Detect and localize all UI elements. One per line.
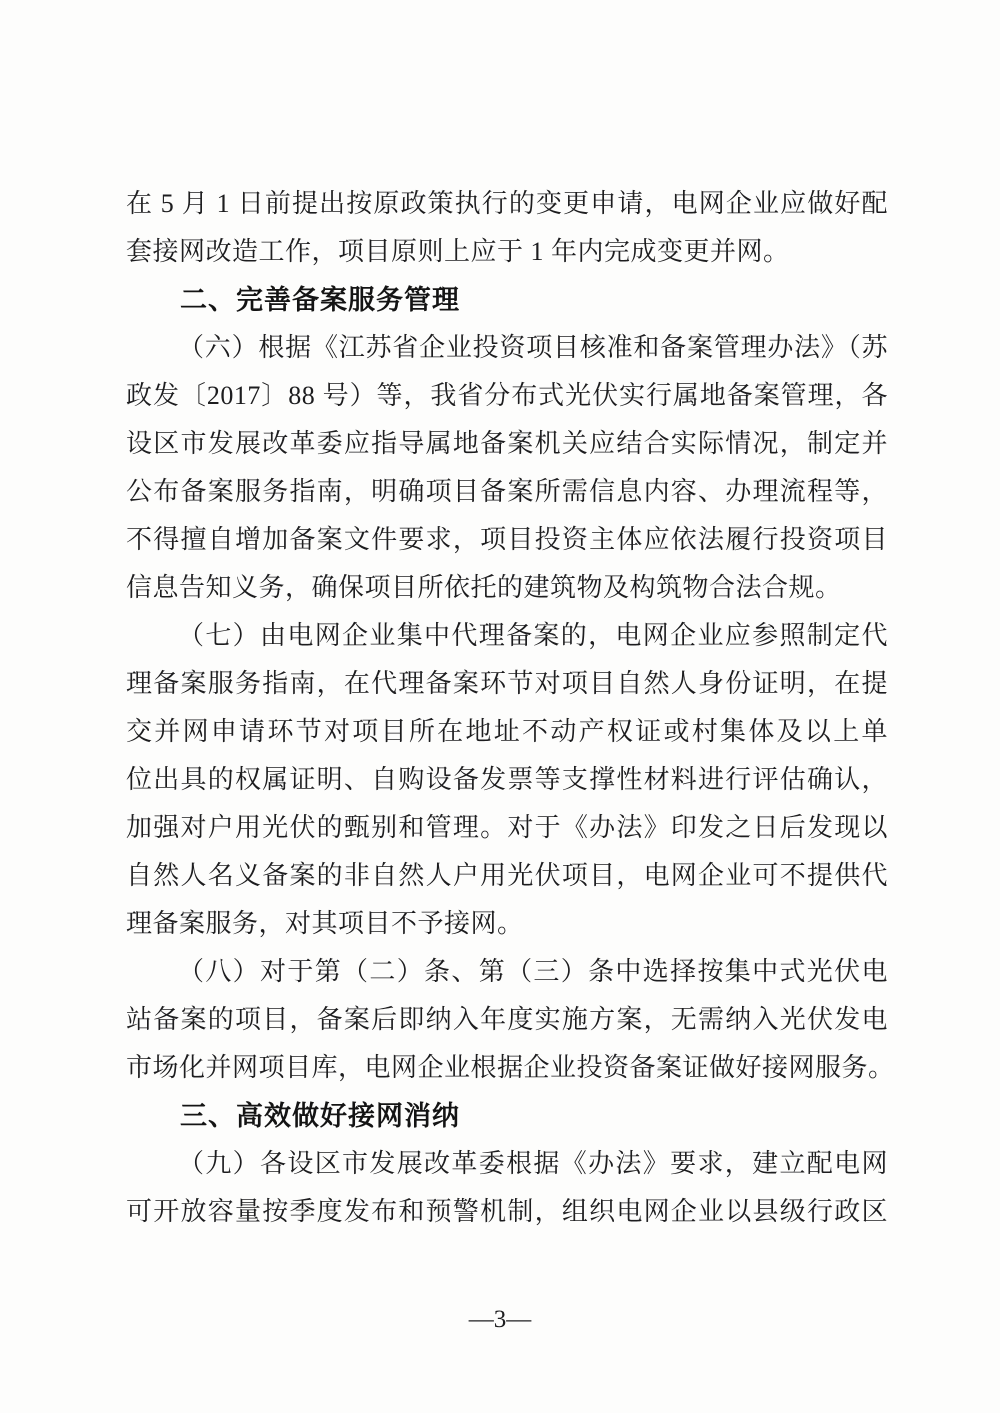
page-number: —3— <box>468 1306 532 1333</box>
text-line: 信息告知义务，确保项目所依托的建筑物及构筑物合法合规。 <box>126 573 842 602</box>
text-line: 公布备案服务指南，明确项目备案所需信息内容、办理流程等， <box>126 477 888 506</box>
text-line: 理备案服务，对其项目不予接网。 <box>126 909 524 938</box>
text-line: 在 5 月 1 日前提出按原政策执行的变更申请，电网企业应做好配 <box>126 189 888 218</box>
text-line: 可开放容量按季度发布和预警机制，组织电网企业以县级行政区 <box>126 1197 888 1226</box>
text-line: （六）根据《江苏省企业投资项目核准和备案管理办法》（苏 <box>178 333 888 362</box>
text-line: 位出具的权属证明、自购设备发票等支撑性材料进行评估确认， <box>126 765 888 794</box>
text-line: 加强对户用光伏的甄别和管理。对于《办法》印发之日后发现以 <box>126 813 888 842</box>
text-line: 不得擅自增加备案文件要求，项目投资主体应依法履行投资项目 <box>126 525 888 554</box>
text-line: 站备案的项目，备案后即纳入年度实施方案，无需纳入光伏发电 <box>126 1005 888 1034</box>
text-line: 设区市发展改革委应指导属地备案机关应结合实际情况，制定并 <box>126 429 888 458</box>
section-heading: 二、完善备案服务管理 <box>180 285 460 315</box>
section-heading: 三、高效做好接网消纳 <box>180 1101 460 1131</box>
document-body <box>126 180 895 1236</box>
text-line: （七）由电网企业集中代理备案的，电网企业应参照制定代 <box>178 621 888 650</box>
text-line: （八）对于第（二）条、第（三）条中选择按集中式光伏电 <box>178 957 888 986</box>
text-line: 政发〔2017〕88 号）等，我省分布式光伏实行属地备案管理，各 <box>126 381 888 410</box>
text-line: （九）各设区市发展改革委根据《办法》要求，建立配电网 <box>178 1149 888 1178</box>
text-line: 交并网申请环节对项目所在地址不动产权证或村集体及以上单 <box>126 717 888 746</box>
text-line: 自然人名义备案的非自然人户用光伏项目，电网企业可不提供代 <box>126 861 888 890</box>
text-line: 市场化并网项目库，电网企业根据企业投资备案证做好接网服务。 <box>126 1053 895 1082</box>
text-line: 套接网改造工作，项目原则上应于 1 年内完成变更并网。 <box>126 237 790 266</box>
text-line: 理备案服务指南，在代理备案环节对项目自然人身份证明，在提 <box>126 669 888 698</box>
